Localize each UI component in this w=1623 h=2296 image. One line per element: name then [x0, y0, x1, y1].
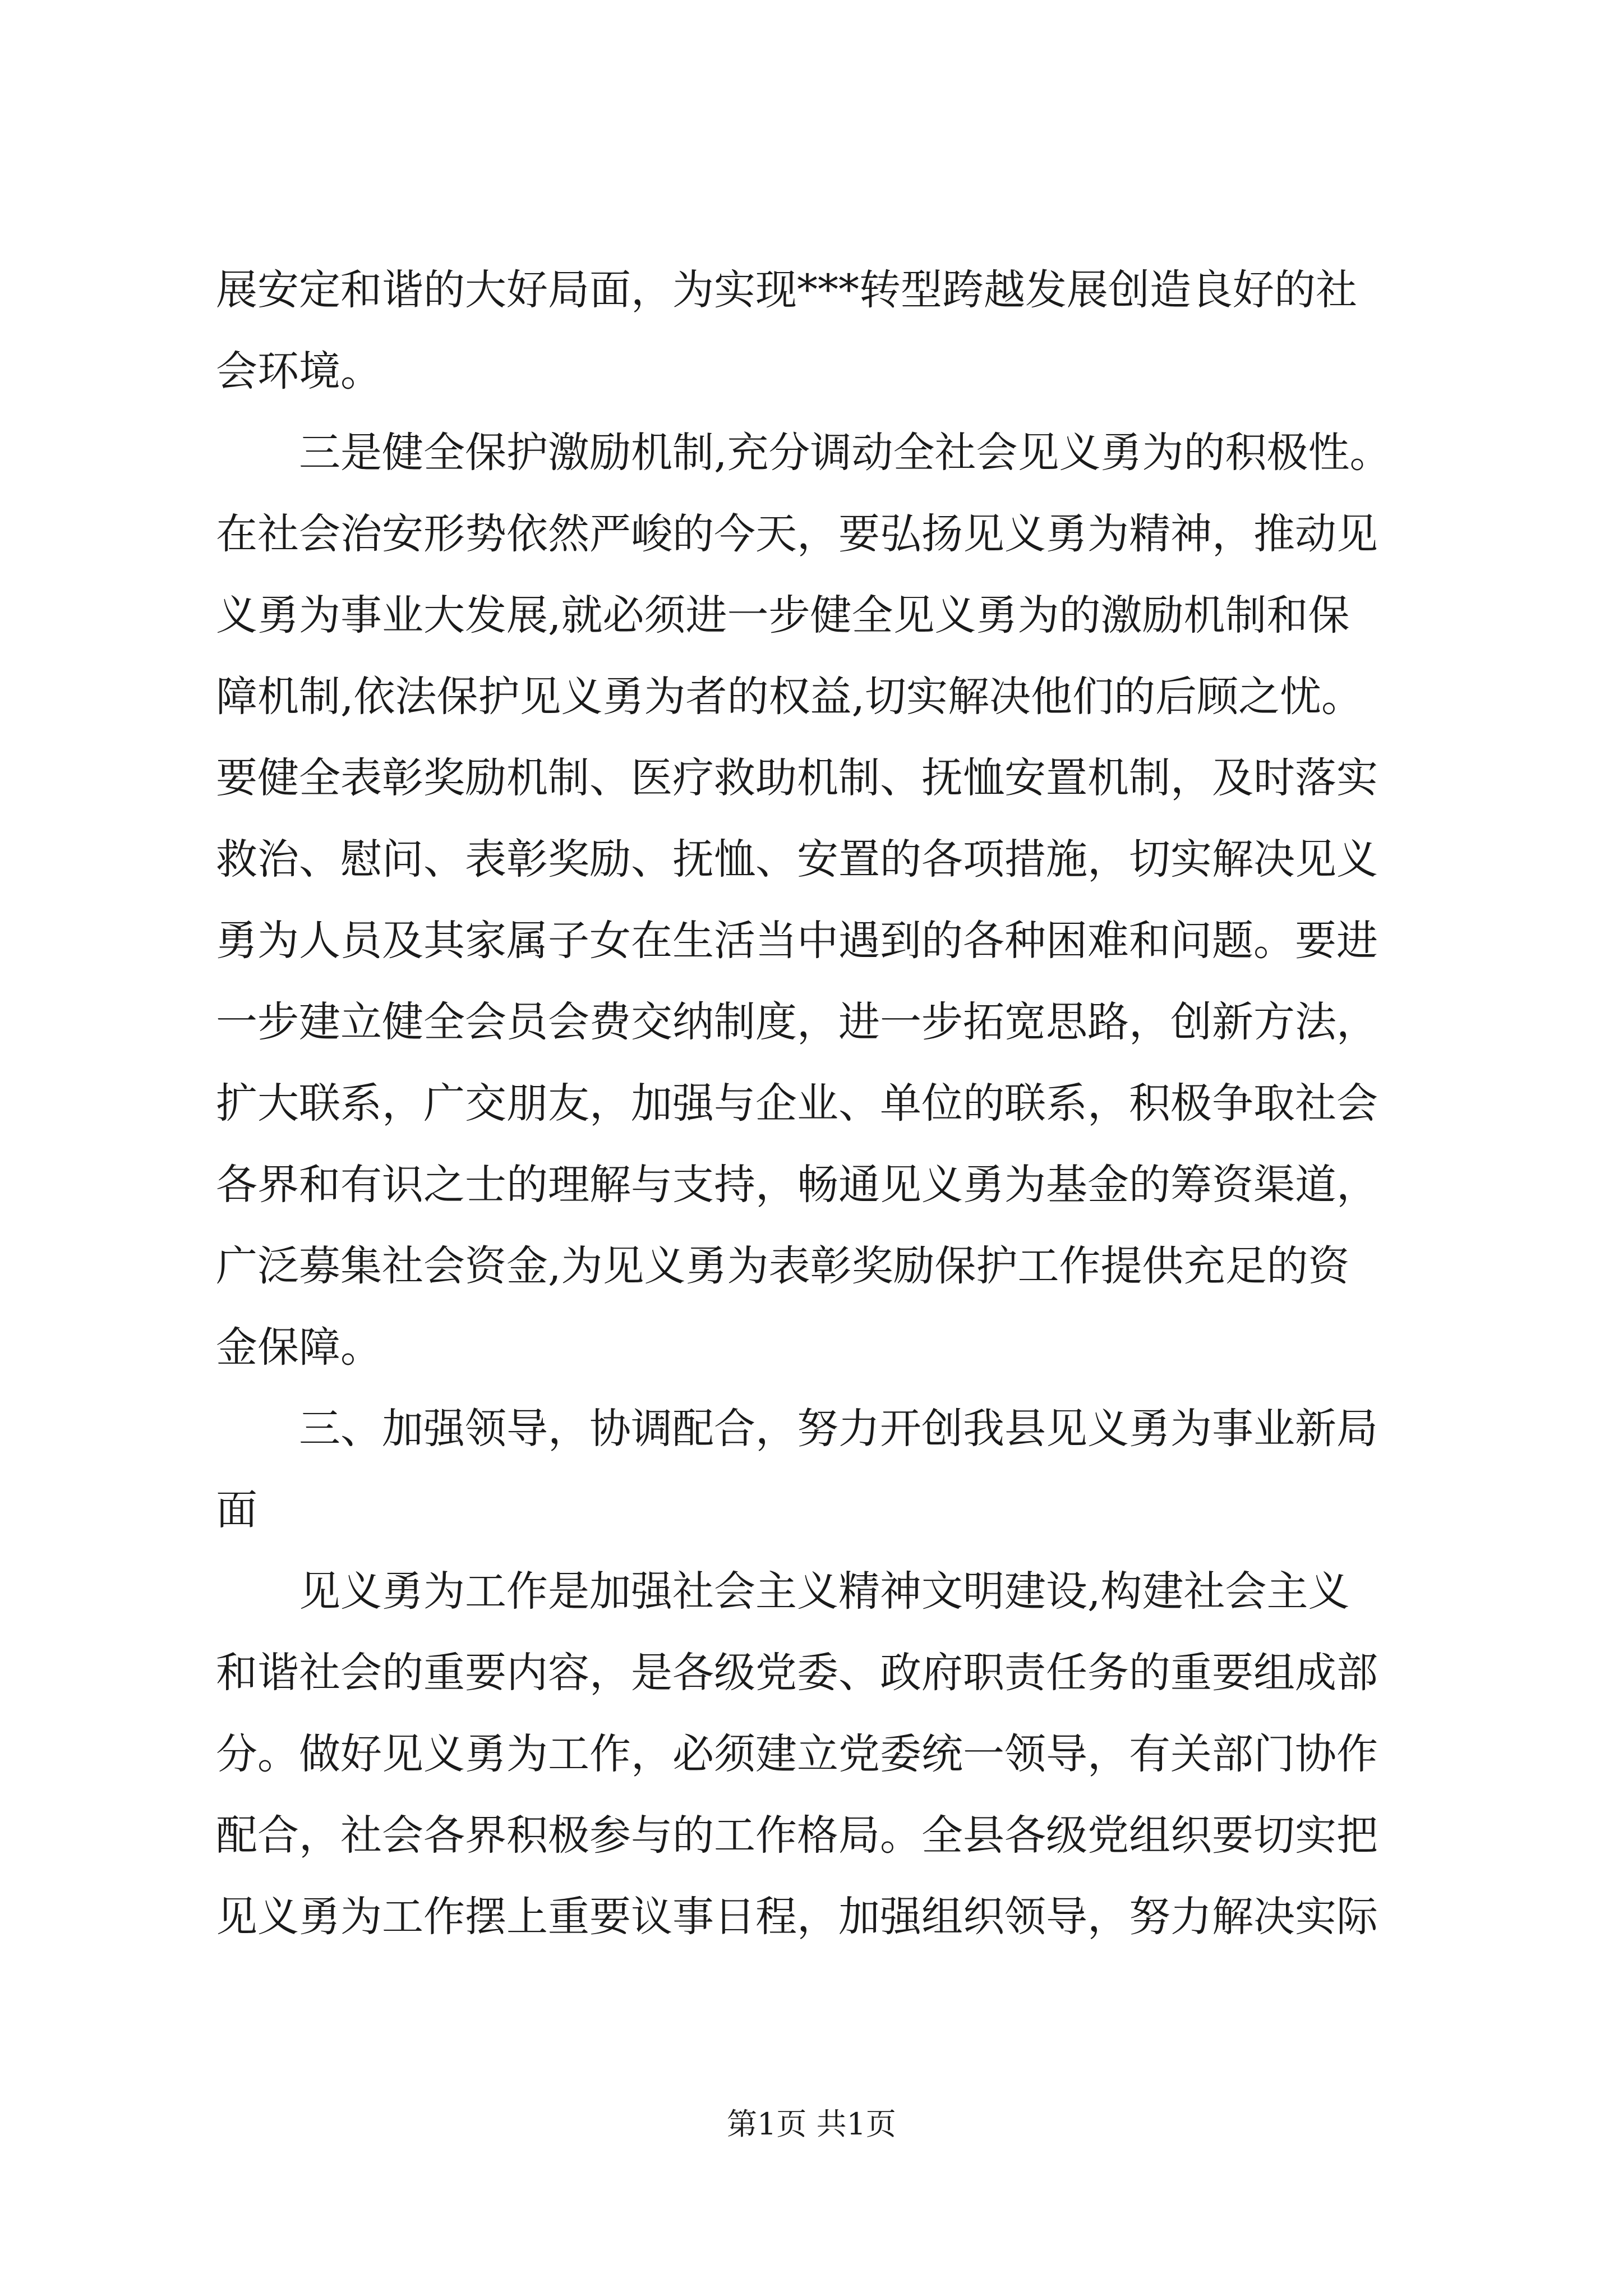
page-number-footer: 第1页 共1页	[727, 2106, 896, 2142]
text-line: 义勇为事业大发展,就必须进一步健全见义勇为的激励机制和保	[216, 591, 1350, 639]
paragraph-start-line: 见义勇为工作是加强社会主义精神文明建设,构建社会主义	[299, 1567, 1350, 1616]
text-line: 和谐社会的重要内容，是各级党委、政府职责任务的重要组成部	[216, 1649, 1378, 1697]
section-heading-line: 面	[216, 1486, 257, 1534]
text-line: 金保障。	[216, 1323, 382, 1372]
text-line: 各界和有识之士的理解与支持，畅通见义勇为基金的筹资渠道，	[216, 1161, 1378, 1209]
text-line: 分。做好见义勇为工作，必须建立党委统一领导，有关部门协作	[216, 1730, 1378, 1778]
paragraph-start-line: 三是健全保护激励机制,充分调动全社会见义勇为的积极性。	[299, 429, 1391, 477]
text-line: 障机制,依法保护见义勇为者的权益,切实解决他们的后顾之忧。	[216, 673, 1363, 721]
section-heading-line: 三、加强领导，协调配合，努力开创我县见义勇为事业新局	[299, 1405, 1378, 1453]
text-line: 配合，社会各界积极参与的工作格局。全县各级党组织要切实把	[216, 1811, 1378, 1860]
document-body	[216, 250, 1450, 1958]
text-line: 会环境。	[216, 347, 382, 395]
text-line: 扩大联系，广交朋友，加强与企业、单位的联系，积极争取社会	[216, 1079, 1378, 1128]
text-line: 见义勇为工作摆上重要议事日程，加强组织领导，努力解决实际	[216, 1893, 1378, 1941]
text-line: 广泛募集社会资金,为见义勇为表彰奖励保护工作提供充足的资	[216, 1242, 1350, 1290]
text-line: 救治、慰问、表彰奖励、抚恤、安置的各项措施，切实解决见义	[216, 835, 1378, 884]
text-line: 一步建立健全会员会费交纳制度，进一步拓宽思路，创新方法，	[216, 998, 1378, 1046]
text-line: 在社会治安形势依然严峻的今天，要弘扬见义勇为精神，推动见	[216, 510, 1378, 558]
text-line: 要健全表彰奖励机制、医疗救助机制、抚恤安置机制，及时落实	[216, 754, 1378, 802]
text-line: 勇为人员及其家属子女在生活当中遇到的各种困难和问题。要进	[216, 917, 1378, 965]
text-line: 展安定和谐的大好局面，为实现***转型跨越发展创造良好的社	[216, 266, 1357, 314]
